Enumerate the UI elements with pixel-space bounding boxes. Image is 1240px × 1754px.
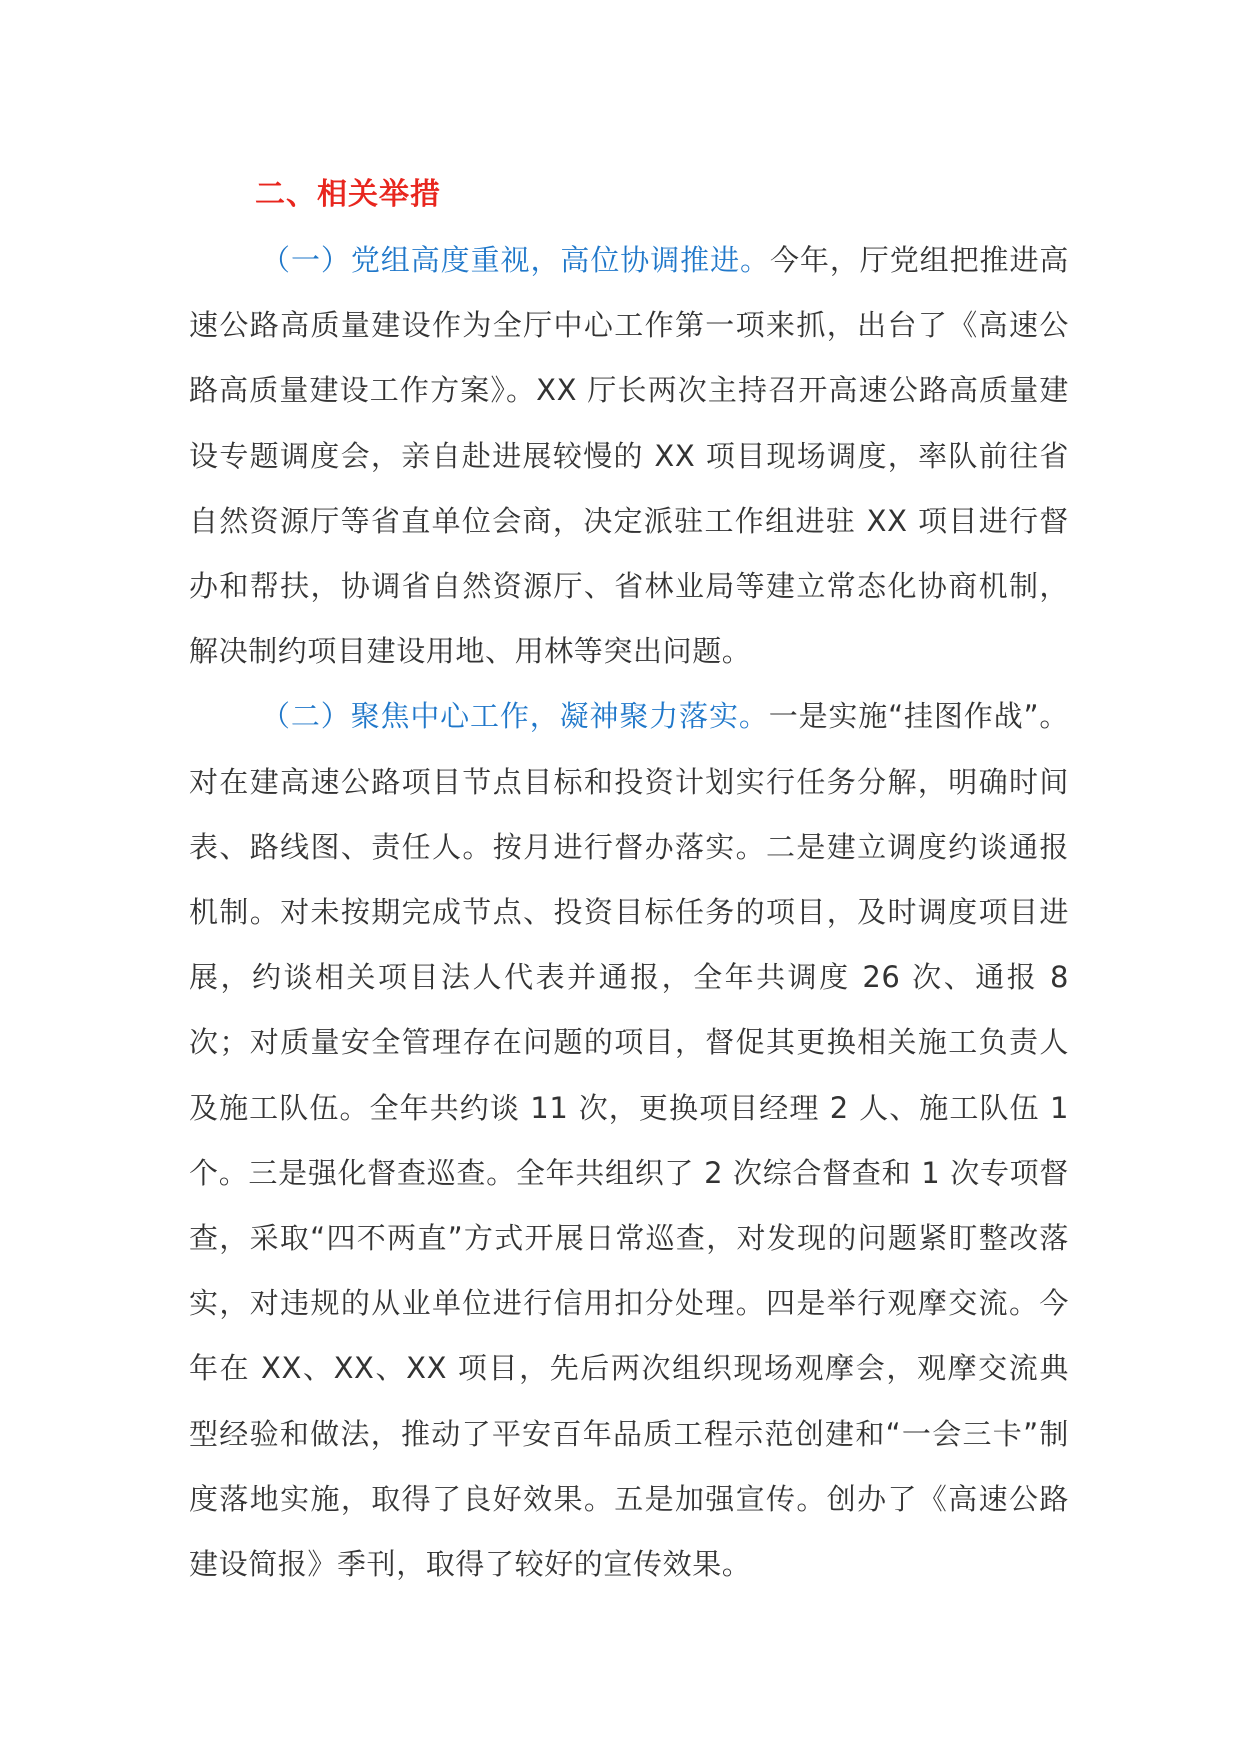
document-page [189,162,1069,1597]
paragraph-2-lead: （二）聚焦中心工作，凝神聚力落实。 [261,699,769,734]
paragraph-2 [189,684,1069,1597]
section-heading: 二、相关举措 [255,177,441,212]
paragraph-1 [189,228,1069,684]
paragraph-1-lead: （一）党组高度重视，高位协调推进。 [261,243,770,277]
paragraph-2-body: 一是实施“挂图作战”。对在建高速公路项目节点目标和投资计划实行任务分解，明确时间表、路线图、责任人。按月进行督办落实。二是建立调度约谈通报机制。对未按期完成节点、投资目标任务的项目，及时调度项目进展，约谈相关项目法人代表并通报，全年共调度 26 次、通报 8 次；对质量安全管理存在问题的项目，督促其更换相关施工负责人及施工队伍。全年共约谈 11 次，更换项目经理 2 人、施工队伍 1 个。三是强化督查巡查。全年共组织了 2 次综合督查和 1 次专项督查，采取“四不两直”方式开展日常巡查，对发现的问题紧盯整改落实，对违规的从业单位进行信用扣分处理。四是举行观摩交流。今年在 XX、XX、XX 项目，先后两次组织现场观摩会，观摩交流典型经验和做法，推动了平安百年品质工程示范创建和“一会三卡”制度落地实施，取得了良好效果。五是加强宣传。创办了《高速公路建设简报》季刊，取得了较好的宣传效果。 [189,699,1069,1582]
paragraph-1-body: 今年，厅党组把推进高速公路高质量建设作为全厅中心工作第一项来抓，出台了《高速公路高质量建设工作方案》。XX 厅长两次主持召开高速公路高质量建设专题调度会，亲自赴进展较慢的 XX 项目现场调度，率队前往省自然资源厅等省直单位会商，决定派驻工作组进驻 XX 项目进行督办和帮扶，协调省自然资源厅、省林业局等建立常态化协商机制，解决制约项目建设用地、用林等突出问题。 [189,243,1069,669]
